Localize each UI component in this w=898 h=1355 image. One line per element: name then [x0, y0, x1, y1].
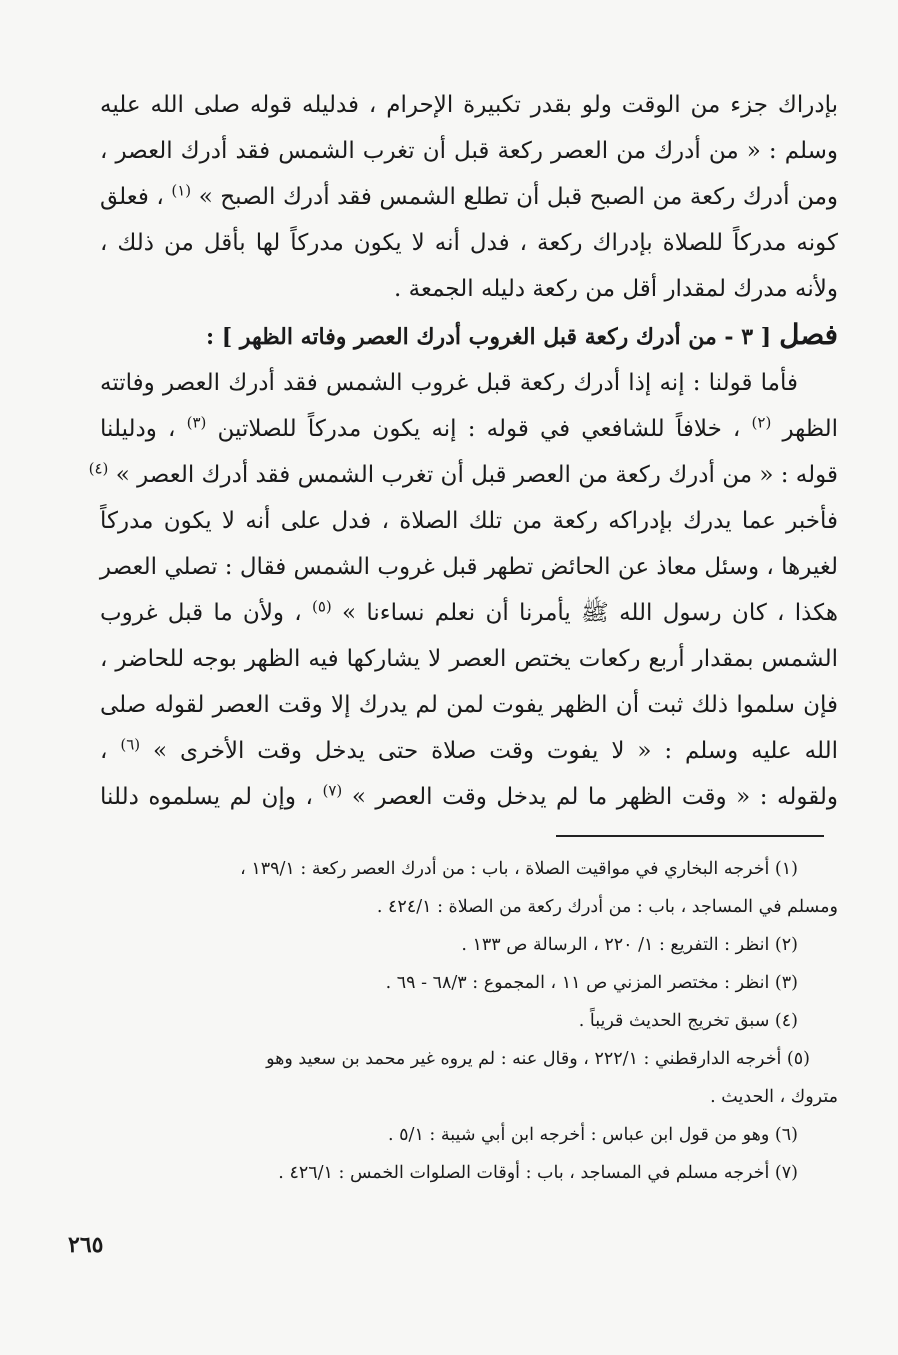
section-heading-title: [ ٣ - من أدرك ركعة قبل الغروب أدرك العصر وفاته الظهر ] : [205, 324, 772, 350]
footnote-2: (٢) انظر : التفريع : ١/ ٢٢٠ ، الرسالة ص ١٣٣ . [461, 935, 798, 955]
footnote-1-continued: ومسلم في المساجد ، باب : من أدرك ركعة من الصلاة : ٤٢٤/١ . [376, 897, 838, 917]
text-line-3-body: ومن أدرك ركعة من الصبح قبل أن تطلع الشمس فقد أدرك الصبح » [198, 184, 839, 210]
p2-line-4: فأخبر عما يدرك بإدراكه ركعة من تلك الصلاة ، فدل على أنه لا يكون مدركاً [100, 508, 838, 534]
p2-line-6-b: ، ولأن ما قبل غروب [100, 600, 302, 626]
p2-line-1: فأما قولنا : إنه إذا أدرك ركعة قبل غروب الشمس فقد أدرك العصر وفاتته [100, 370, 798, 396]
footnote-3: (٣) انظر : مختصر المزني ص ١١ ، المجموع : ٦٨/٣ - ٦٩ . [385, 973, 798, 993]
footnote-ref-4: (٤) [88, 459, 109, 478]
text-line-5: ولأنه مدرك لمقدار أقل من ركعة دليله الجمعة . [394, 276, 838, 302]
p2-line-10-b: ، وإن لم يسلموه دللنا [100, 784, 313, 810]
text-line-2: وسلم : « من أدرك من العصر ركعة قبل أن تغرب الشمس فقد أدرك العصر ، [100, 138, 838, 164]
p2-line-9 [100, 728, 838, 774]
footnote-5-continued: متروك ، الحديث . [710, 1087, 838, 1107]
footnote-separator [556, 835, 824, 837]
footnote-ref-6: (٦) [120, 735, 141, 754]
p2-line-3 [88, 452, 838, 498]
footnotes [100, 850, 838, 1192]
footnote-1: (١) أخرجه البخاري في مواقيت الصلاة ، باب : من أدرك العصر ركعة : ١٣٩/١ ، [240, 859, 798, 879]
p2-line-2-a: الظهر [782, 416, 839, 442]
footnote-6: (٦) وهو من قول ابن عباس : أخرجه ابن أبي شيبة : ٥/١ . [388, 1125, 798, 1145]
footnote-7: (٧) أخرجه مسلم في المساجد ، باب : أوقات الصلوات الخمس : ٤٢٦/١ . [278, 1163, 798, 1183]
text-line-3 [100, 174, 838, 220]
footnote-ref-2: (٢) [751, 413, 772, 432]
footnote-ref-5: (٥) [311, 597, 332, 616]
text-line-3-tail: ، فعلق [100, 184, 164, 210]
footnote-ref-1: (١) [171, 181, 192, 200]
p2-line-9-a: الله عليه وسلم : « لا يفوت وقت صلاة حتى يدخل وقت الأخرى » [153, 738, 839, 764]
footnote-5: (٥) أخرجه الدارقطني : ٢٢٢/١ ، وقال عنه : لم يروه غير محمد بن سعيد وهو [266, 1049, 810, 1069]
p2-line-10 [100, 774, 838, 820]
p2-line-10-a: ولقوله : « وقت الظهر ما لم يدخل وقت العصر » [351, 784, 838, 810]
footnote-ref-3: (٣) [186, 413, 207, 432]
footnote-4: (٤) سبق تخريج الحديث قريباً . [578, 1011, 798, 1031]
p2-line-5: لغيرها ، وسئل معاذ عن الحائض تطهر قبل غروب الشمس فقال : تصلي العصر [99, 554, 838, 580]
p2-line-9-b: ، [100, 738, 108, 764]
p2-line-7: الشمس بمقدار أربع ركعات يختص العصر لا يشاركها فيه الظهر بوجه للحاضر ، [100, 646, 838, 672]
p2-line-2 [100, 406, 838, 452]
main-text [88, 82, 839, 820]
footnote-ref-7: (٧) [322, 781, 343, 800]
p2-line-3-a: قوله : « من أدرك ركعة من العصر قبل أن تغرب الشمس فقد أدرك العصر » [115, 462, 838, 488]
p2-line-6-a: هكذا ، كان رسول الله ﷺ يأمرنا أن نعلم نساءنا » [342, 600, 838, 626]
p2-line-2-c: ، ودليلنا [100, 416, 176, 442]
text-line-4: كونه مدركاً للصلاة بإدراك ركعة ، فدل أنه لا يكون مدركاً لها بأقل من ذلك ، [100, 230, 838, 256]
p2-line-2-b: ، خلافاً للشافعي في قوله : إنه يكون مدركاً للصلاتين [217, 416, 741, 442]
text-line-1: بإدراك جزء من الوقت ولو بقدر تكبيرة الإحرام ، فدليله قوله صلى الله عليه [100, 92, 838, 118]
p2-line-6 [100, 590, 838, 636]
section-heading [100, 312, 838, 360]
p2-line-8: فإن سلموا ذلك ثبت أن الظهر يفوت لمن لم يدرك إلا وقت العصر لقوله صلى [100, 692, 838, 718]
section-heading-fasl: فصل [779, 318, 838, 351]
page-number: ٢٦٥ [68, 1232, 104, 1258]
